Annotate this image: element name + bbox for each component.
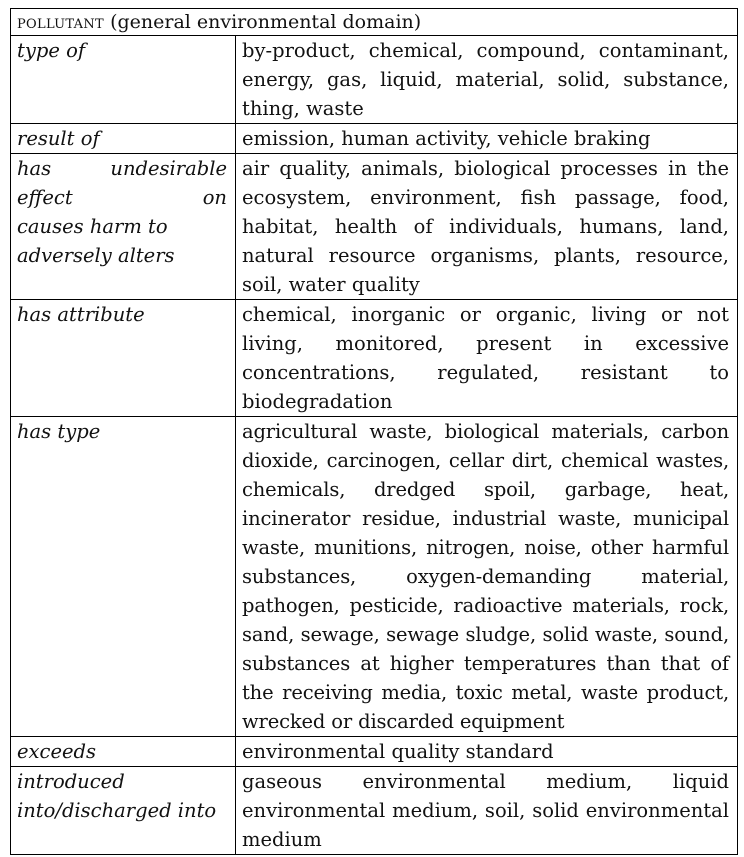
values-cell: chemical, inorganic or organic, living or not living, monitored, present in excessive concentrations, regulated, resistant to biodegradation bbox=[236, 300, 738, 417]
relation-label: has type bbox=[17, 420, 101, 443]
term-heading: pollutant bbox=[17, 11, 105, 33]
relation-label: introduced into/discharged into bbox=[17, 770, 217, 822]
values-cell: air quality, animals, biological processes in the ecosystem, environment, fish passage, food, habitat, health of individuals, humans, land, natural resource organisms, plants, resource, soil, water quality bbox=[236, 154, 738, 300]
relation-label: causes harm to bbox=[17, 215, 168, 238]
relation-label: has undesirable effect on bbox=[17, 157, 227, 209]
values-cell: environmental quality standard bbox=[236, 737, 738, 767]
relation-label: has attribute bbox=[17, 303, 145, 326]
table-row bbox=[11, 124, 738, 154]
terminology-table bbox=[10, 8, 738, 855]
table-row bbox=[11, 767, 738, 855]
relation-cell bbox=[11, 124, 236, 154]
table-row bbox=[11, 417, 738, 737]
table-row bbox=[11, 154, 738, 300]
relation-cell bbox=[11, 300, 236, 417]
table-row bbox=[11, 737, 738, 767]
values-cell: by-product, chemical, compound, contaminant, energy, gas, liquid, material, solid, substance, thing, waste bbox=[236, 36, 738, 124]
values-cell: emission, human activity, vehicle braking bbox=[236, 124, 738, 154]
relation-label: adversely alters bbox=[17, 244, 175, 267]
values-cell: gaseous environmental medium, liquid environmental medium, soil, solid environmental medium bbox=[236, 767, 738, 855]
relation-cell bbox=[11, 767, 236, 855]
values-cell: agricultural waste, biological materials, carbon dioxide, carcinogen, cellar dirt, chemical wastes, chemicals, dredged spoil, garbage, heat, incinerator residue, industrial waste, municipal waste, munitions, nitrogen, noise, other harmful substances, oxygen-demanding material, pathogen, pesticide, radioactive materials, rock, sand, sewage, sewage sludge, solid waste, sound, substances at higher temperatures than that of the receiving media, toxic metal, waste product, wrecked or discarded equipment bbox=[236, 417, 738, 737]
table-title bbox=[10, 8, 738, 35]
relation-label: type of bbox=[17, 39, 86, 62]
relation-cell bbox=[11, 417, 236, 737]
domain-label: (general environmental domain) bbox=[110, 11, 422, 33]
relation-cell bbox=[11, 737, 236, 767]
relation-cell bbox=[11, 154, 236, 300]
table-row bbox=[11, 300, 738, 417]
table-row bbox=[11, 36, 738, 124]
relation-table bbox=[10, 35, 738, 855]
relation-label: exceeds bbox=[17, 740, 97, 763]
relation-cell bbox=[11, 36, 236, 124]
relation-label: result of bbox=[17, 127, 100, 150]
